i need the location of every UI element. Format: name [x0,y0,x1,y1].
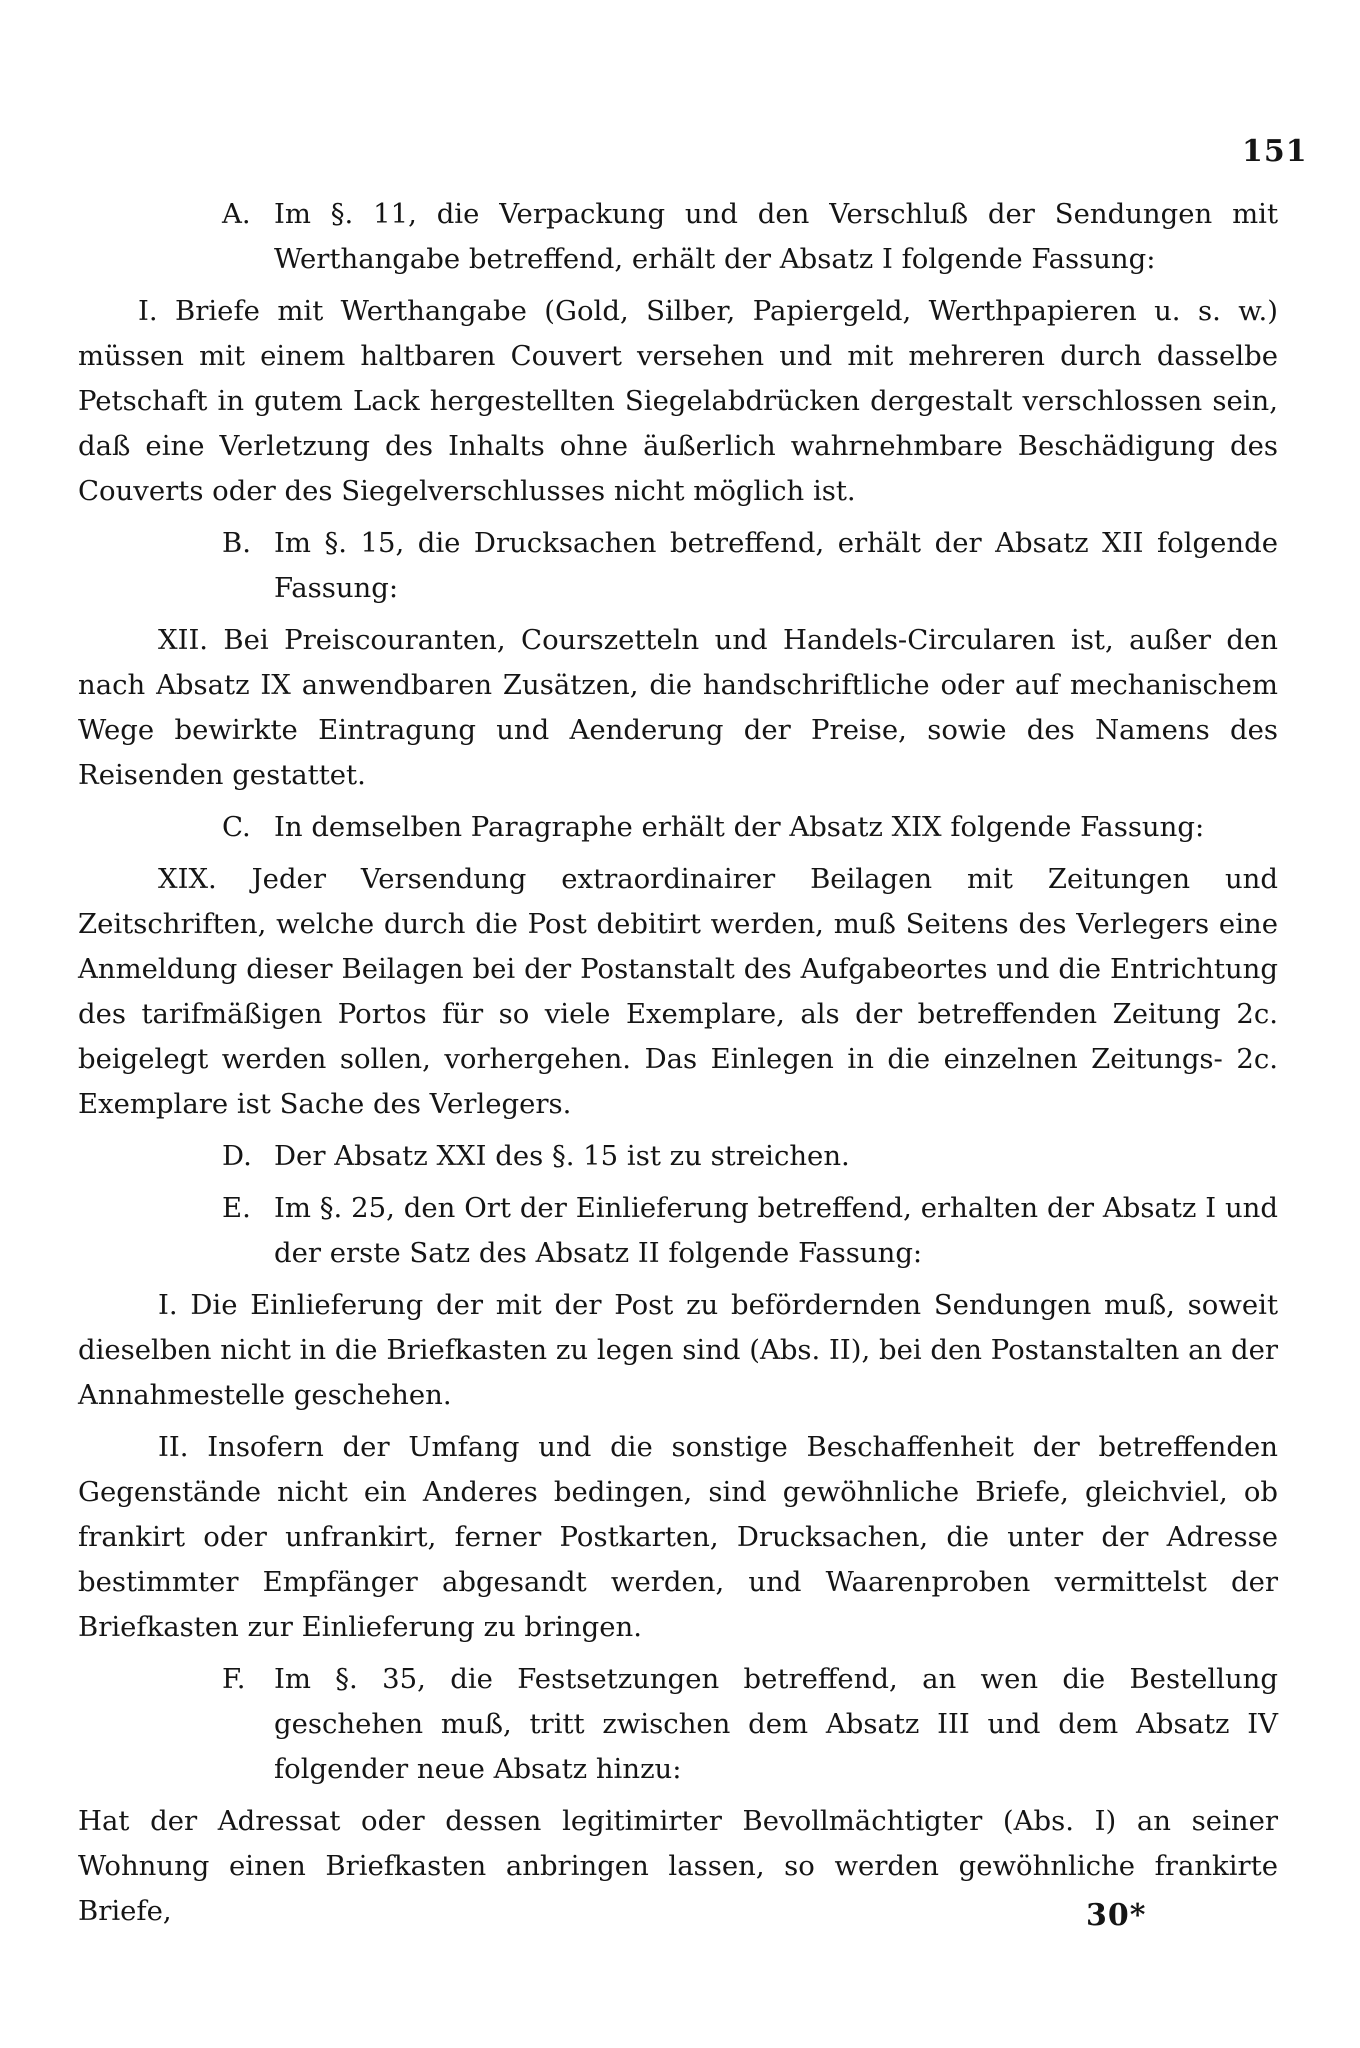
amendment-label: E. [222,1192,251,1224]
amendment-text: Im §. 11, die Verpackung und den Verschluß der Sendungen mit Werthangabe betreffend, erhält der Absatz I folgende Fassung: [274,198,1278,275]
amendment-text: Im §. 25, den Ort der Einlieferung betreffend, erhalten der Absatz I und der erste Satz des Absatz II folgende Fassung: [274,1192,1278,1269]
amendment-e [78,1186,1278,1276]
amendment-label: C. [222,811,251,843]
paragraph-xii: XII. Bei Preiscouranten, Courszetteln und Handels-Circularen ist, außer den nach Absatz IX anwendbaren Zusätzen, die handschriftliche oder auf mechanischem Wege bewirkte Eintragung und Aenderung der Preise, sowie des Namens des Reisenden gestattet. [78,624,1278,791]
signature-mark: 30* [1086,1898,1147,1933]
amendment-text: Im §. 35, die Festsetzungen betreffend, an wen die Bestellung geschehen muß, tritt zwischen dem Absatz III und dem Absatz IV folgender neue Absatz hinzu: [274,1663,1278,1785]
paragraph-i-briefe: I. Briefe mit Werthangabe (Gold, Silber, Papiergeld, Werthpapieren u. s. w.) müssen mit einem haltbaren Couvert versehen und mit mehreren durch dasselbe Petschaft in gutem Lack hergestellten Siegelabdrücken dergestalt verschlossen sein, daß eine Verletzung des Inhalts ohne äußerlich wahrnehmbare Beschädigung des Couverts oder des Siegelverschlusses nicht möglich ist. [78,295,1278,507]
paragraph-ii-insofern: II. Insofern der Umfang und die sonstige Beschaffenheit der betreffenden Gegenstände nicht ein Anderes bedingen, sind gewöhnliche Briefe, gleichviel, ob frankirt oder unfrankirt, ferner Postkarten, Drucksachen, die unter der Adresse bestimmter Empfänger abgesandt werden, und Waarenproben vermittelst der Briefkasten zur Einlieferung zu bringen. [78,1431,1278,1643]
paragraph-i-einlieferung: I. Die Einlieferung der mit der Post zu befördernden Sendungen muß, soweit dieselben nicht in die Briefkasten zu legen sind (Abs. II), bei den Postanstalten an der Annahmestelle geschehen. [78,1289,1278,1411]
page-number: 151 [1242,134,1308,169]
amendment-label: B. [222,527,251,559]
amendment-d [78,1134,1278,1179]
body-text [78,192,1278,1940]
amendment-text: In demselben Paragraphe erhält der Absatz XIX folgende Fassung: [274,811,1205,843]
amendment-label: A. [222,198,251,230]
amendment-label: F. [222,1663,246,1695]
amendment-c [78,805,1278,850]
amendment-text: Im §. 15, die Drucksachen betreffend, erhält der Absatz XII folgende Fassung: [274,527,1278,604]
paragraph-xix: XIX. Jeder Versendung extraordinairer Beilagen mit Zeitungen und Zeitschriften, welche durch die Post debitirt werden, muß Seitens des Verlegers eine Anmeldung dieser Beilagen bei der Postanstalt des Aufgabeortes und die Entrichtung des tarifmäßigen Portos für so viele Exemplare, als der betreffenden Zeitung 2c. beigelegt werden sollen, vorhergehen. Das Einlegen in die einzelnen Zeitungs- 2c. Exemplare ist Sache des Verlegers. [78,863,1278,1120]
amendment-text: Der Absatz XXI des §. 15 ist zu streichen. [274,1140,850,1172]
amendment-f [78,1657,1278,1792]
paragraph-new-absatz: Hat der Adressat oder dessen legitimirter Bevollmächtigter (Abs. I) an seiner Wohnung einen Briefkasten anbringen lassen, so werden gewöhnliche frankirte Briefe, [78,1805,1278,1927]
amendment-label: D. [222,1140,252,1172]
amendment-a [78,192,1278,282]
amendment-b [78,521,1278,611]
